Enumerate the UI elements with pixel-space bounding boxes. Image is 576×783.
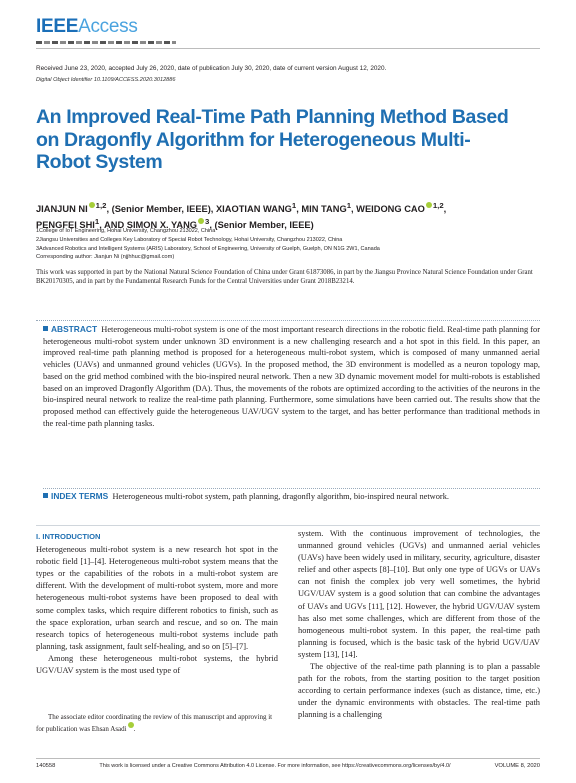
author-name: JIANJUN NI (36, 204, 88, 215)
section-marker-icon (43, 493, 48, 498)
affiliation: 3Advanced Robotics and Intelligent Systems (ARIS) Laboratory, School of Engineering, University of Guelph, Guelph, ON N1G 2W1, Canada (36, 245, 380, 252)
section-marker-icon (43, 326, 48, 331)
license-link[interactable]: This work is licensed under a Creative Commons Attribution 4.0 License. For more information, see https://creativecommons.org/licenses/by/4.0/ (99, 763, 451, 769)
footer-rule (36, 758, 540, 759)
author-name: SIMON X. YANG (126, 219, 198, 230)
journal-logo (36, 16, 138, 38)
logo-ieee: IEEE (36, 16, 79, 37)
index-terms-text: Heterogeneous multi-robot system, path planning, dragonfly algorithm, bio-inspired neural network. (112, 492, 449, 501)
affiliations (36, 227, 540, 253)
page-footer (36, 763, 540, 769)
author-name: MIN TANG (301, 204, 347, 215)
author-affil-sup: 1,2 (432, 201, 444, 210)
abstract-label: ABSTRACT (51, 324, 98, 334)
doi: Digital Object Identifier 10.1109/ACCESS.2020.3012886 (36, 77, 176, 83)
paragraph: Heterogeneous multi-robot system is a new research hot spot in the robotic field [1]–[4]. Heterogeneous multi-robot system means that the types or the capabilities of the robots in a multi-robot system are different. With the development of multi-robot system, more and more heterogeneous multi-robot systems have been proposed to deal with some complex tasks, which require different robotics to finish, such as the space exploration, urban search and rescue, and so on. The main research topics of heterogeneous multi-robot systems include path planning, task assignment, fault self-healing, and so on [5]–[7]. (36, 545, 278, 651)
orcid-icon[interactable] (128, 722, 134, 728)
header-rule (36, 48, 540, 49)
author-sep: , (443, 204, 447, 215)
section-divider (36, 525, 540, 526)
author-affil-sup: 1,2 (95, 201, 107, 210)
author-sep: , (296, 204, 302, 215)
affiliation: 1College of IoT Engineering, Hohai University, Changzhou 213022, China (36, 228, 216, 234)
section-heading: I. INTRODUCTION (36, 532, 101, 541)
author-affil-sup: 1 (291, 201, 297, 210)
index-terms (43, 488, 540, 503)
index-terms-label: INDEX TERMS (51, 491, 109, 501)
volume-label: VOLUME 8, 2020 (494, 763, 540, 769)
logo-access: Access (78, 16, 138, 37)
right-column (298, 528, 540, 722)
paragraph: system. With the continuous improvement of technologies, the unmanned ground vehicles (UGVs) and unmanned aerial vehicles (UAVs) have been widely used in military, security, agriculture, disaster relief and other aspects [8]–[10]. But only one type of UGVs or UAVs can not finish the complex job very well sometimes, the hybrid UGV/UAV system is a good solution that can combine the advantages of UAVs and UGVs [11], [12]. However, the hybrid UGV/UAV system has also met some challenges, which are different from those of the homogeneous multi-robot system. In this paper, the real-time path planning is focused, which is the basic task of the hybrid UGV/UAV system [13], [14]. (298, 529, 540, 659)
author-name: XIAOTIAN WANG (215, 204, 292, 215)
corresponding-author: Corresponding author: Jianjun Ni (njjhhuc@gmail.com) (36, 254, 175, 260)
left-column (36, 531, 278, 677)
affiliation: 2Jiangsu Universities and Colleges Key Laboratory of Special Robot Technology, Hohai University, Changzhou 213022, China (36, 236, 343, 243)
abstract (43, 324, 540, 429)
logo-tagline (36, 41, 176, 44)
footnote-text: The associate editor coordinating the review of this manuscript and approving it for publication was Ehsan Asadi (36, 713, 273, 733)
author-name: WEIDONG CAO (356, 204, 425, 215)
orcid-icon[interactable] (89, 202, 95, 208)
funding-note: This work was supported in part by the National Natural Science Foundation of China under Grant 61873086, in part by the Jiangsu Province Natural Science Foundation under Grant BK20170305, and in part by the Fundamental Research Funds for the Central Universities under Grant 2018B23214. (36, 269, 533, 286)
abstract-text: Heterogeneous multi-robot system is one of the most important research directions in the robotic field. Real-time path planning for heterogeneous multi-robot system under unknown 3D environment is a new challenging research and a hot spot in this field. In this paper, an improved real-time path planning method is proposed for a heterogeneous multi-robot system, which is composed of many unmanned aerial vehicles (UAVs) and unmanned ground vehicles (UGVs). In the proposed method, the 3D environment is modelled as a neuron topology map, based on the grid method combined with the bio-inspired neural network. Then a new 3D dynamic movement model for multi-robots is established based on an improved Dragonfly Algorithm (DA). Thus, the movements of the robots are optimized according to the activities of the neurons in the bio-inspired neural network to realize the real-time path planning. Furthermore, some simulations have been carried out. The results show that the proposed method can effectively guide the heterogeneous UAV/UGV system to the target, and has better performance than traditional methods in the real-time path planning tasks. (43, 325, 541, 428)
orcid-icon[interactable] (198, 218, 204, 224)
paper-title: An Improved Real-Time Path Planning Method Based on Dragonfly Algorithm for Heterogeneous Multi-Robot System (36, 106, 509, 173)
paragraph: Among these heterogeneous multi-robot systems, the hybrid UGV/UAV system is the most used type of (36, 653, 278, 676)
author-sep: , AND (99, 219, 127, 230)
page-number: 140558 (36, 763, 56, 769)
author-role: , (Senior Member, IEEE), (106, 204, 216, 215)
author-name: PENGFEI SHI (36, 219, 95, 230)
orcid-icon[interactable] (426, 202, 432, 208)
author-sep: , (351, 204, 357, 215)
received-dates: Received June 23, 2020, accepted July 26, 2020, date of publication July 30, 2020, date of current version August 12, 2020. (36, 65, 387, 72)
author-affil-sup: 1 (346, 201, 351, 210)
author-affil-sup: 1 (94, 216, 100, 226)
author-affil-sup: 3 (205, 216, 210, 226)
paragraph: The objective of the real-time path planning is to plan a passable path for the robots, from the starting position to the target position according to certain performance indexes (such as distance, time, etc.) under the dynamic environments with obstacles. The real-time path planning is a challenging (298, 662, 540, 720)
author-role: , (Senior Member, IEEE) (209, 219, 314, 230)
footnote: The associate editor coordinating the review of this manuscript and approving it for publication was Ehsan Asadi . (36, 713, 273, 733)
